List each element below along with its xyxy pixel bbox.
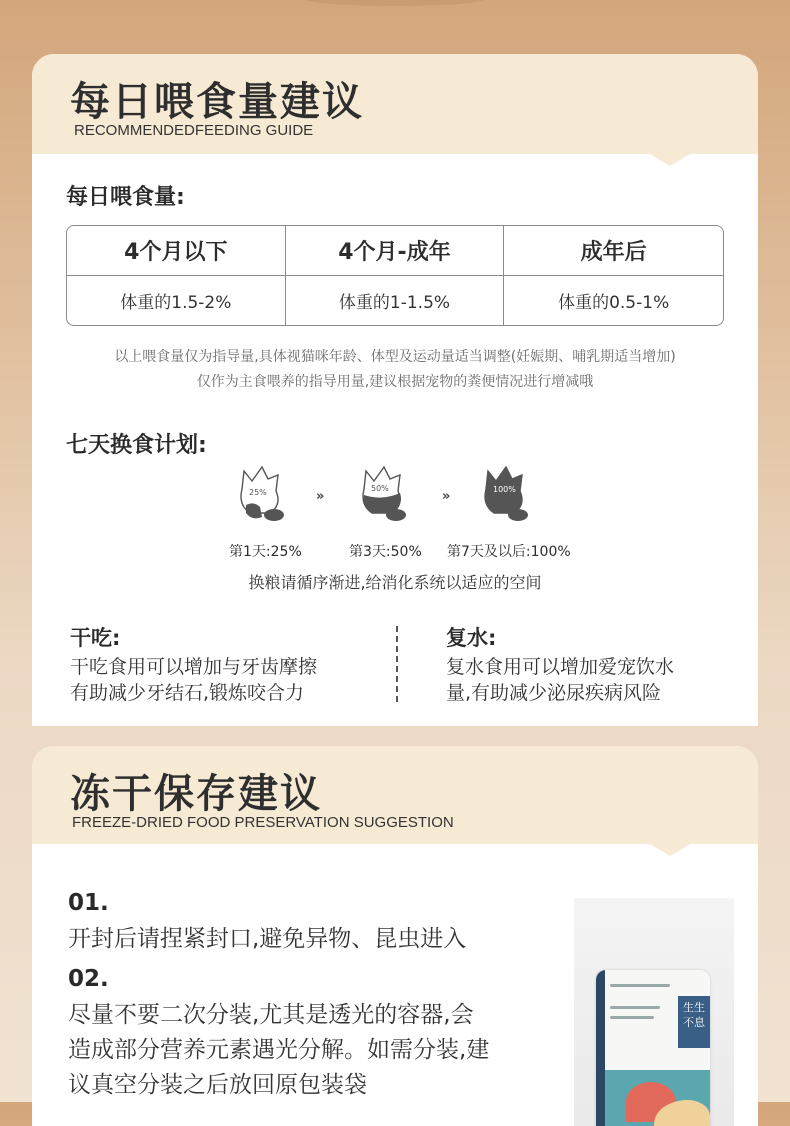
tip-number: 02. bbox=[68, 966, 109, 992]
table-header-cell: 4个月-成年 bbox=[286, 226, 505, 276]
feeding-note-line1: 以上喂食量仅为指导量,具体视猫咪年龄、体型及运动量适当调整(妊娠期、哺乳期适当增加) bbox=[114, 349, 676, 365]
method-divider bbox=[396, 626, 398, 702]
wet-title: 复水: bbox=[446, 626, 497, 650]
cat-25-icon bbox=[232, 461, 296, 527]
wet-text bbox=[446, 654, 746, 706]
dry-line: 有助减少牙结石,锻炼咬合力 bbox=[70, 682, 305, 704]
table-header-cell: 成年后 bbox=[504, 226, 723, 276]
cat-percent-100: 100% bbox=[493, 485, 516, 494]
tip-line: 尽量不要二次分装,尤其是透光的容器,会 bbox=[68, 1002, 474, 1028]
feeding-guide-subtitle: RECOMMENDEDFEEDING GUIDE bbox=[74, 122, 314, 139]
daily-amount-label: 每日喂食量: bbox=[66, 185, 185, 210]
table-cell: 体重的1.5-2% bbox=[67, 276, 286, 325]
wet-line: 量,有助减少泌尿疾病风险 bbox=[446, 682, 662, 704]
dry-line: 干吃食用可以增加与牙齿摩擦 bbox=[70, 656, 318, 678]
storage-title: 冻干保存建议 bbox=[70, 771, 322, 817]
header-notch bbox=[650, 154, 690, 166]
table-cell: 体重的0.5-1% bbox=[558, 293, 670, 313]
table-header-row bbox=[67, 226, 723, 276]
table-header-cell: 4个月以下 bbox=[67, 226, 286, 276]
switch-note: 换粮请循序渐进,给消化系统以适应的空间 bbox=[248, 573, 542, 592]
top-decoration bbox=[305, 0, 485, 6]
step-label: 第1天:25% bbox=[229, 544, 302, 560]
storage-header bbox=[32, 746, 758, 844]
tip-text bbox=[68, 998, 568, 1103]
storage-subtitle: FREEZE-DRIED FOOD PRESERVATION SUGGESTION bbox=[72, 814, 454, 831]
step-arrow-icon: » bbox=[442, 489, 451, 504]
dry-text bbox=[70, 654, 370, 706]
table-cell: 体重的1-1.5% bbox=[286, 276, 505, 325]
cat-100-icon bbox=[476, 461, 540, 527]
step-label: 第7天及以后:100% bbox=[447, 544, 571, 560]
tip-text: 开封后请捏紧封口,避免异物、昆虫进入 bbox=[68, 926, 467, 952]
table-row bbox=[67, 276, 723, 325]
dry-title: 干吃: bbox=[70, 626, 121, 650]
wet-line: 复水食用可以增加爱宠饮水 bbox=[446, 656, 675, 678]
feeding-guide-card bbox=[32, 54, 758, 726]
product-bag bbox=[596, 970, 710, 1126]
product-side-label: 生生 不息 bbox=[678, 996, 710, 1048]
cat-50-icon bbox=[354, 461, 418, 527]
cat-percent-25: 25% bbox=[249, 488, 267, 497]
tip-line: 议真空分装之后放回原包装袋 bbox=[68, 1072, 367, 1098]
cat-percent-50: 50% bbox=[371, 484, 389, 493]
tip-line: 造成部分营养元素遇光分解。如需分装,建 bbox=[68, 1037, 490, 1063]
storage-card bbox=[32, 746, 758, 1126]
step-label: 第3天:50% bbox=[349, 544, 422, 560]
tip-number: 01. bbox=[68, 890, 109, 916]
step-arrow-icon: » bbox=[316, 489, 325, 504]
feeding-guide-title: 每日喂食量建议 bbox=[70, 79, 364, 125]
product-image bbox=[574, 898, 734, 1126]
feeding-guide-header bbox=[32, 54, 758, 154]
feeding-note-line2: 仅作为主食喂养的指导用量,建议根据宠物的粪便情况进行增减哦 bbox=[196, 374, 594, 390]
switch-plan-label: 七天换食计划: bbox=[66, 433, 207, 458]
feeding-table bbox=[66, 225, 724, 326]
header-notch bbox=[650, 844, 690, 856]
